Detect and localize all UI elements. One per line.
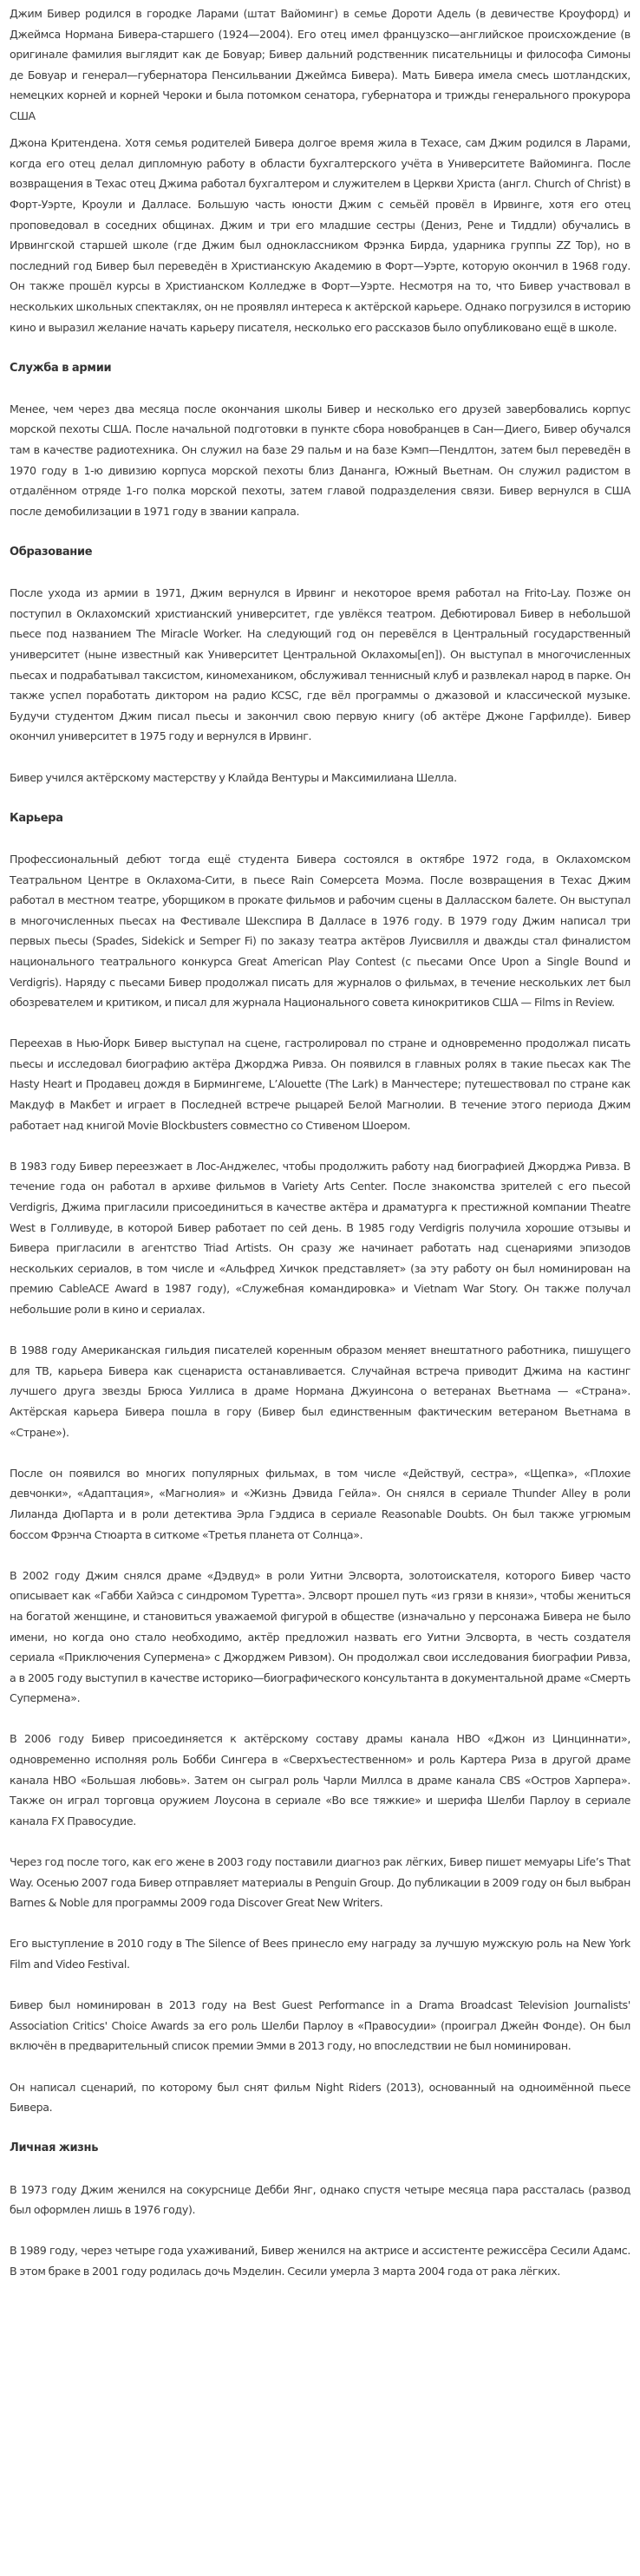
personal-life-paragraph: В 1973 году Джим женился на сокурснице Дебби Янг, однако спустя четыре месяца пара рассталась (развод был оформлен лишь в 1976 году). — [10, 2182, 630, 2217]
army-paragraph: Менее, чем через два месяца после окончания школы Бивер и несколько его друзей завербовались корпус морской пехоты США. После начальной подготовки в пункте сбора новобранцев в Сан—Диего, Бивер обучался там в качестве радиотехника. Он служил на базе 29 пальм и на базе Кэмп—Пендлтон, затем был переведён в 1970 году в 1-ю дивизию корпуса морской пехоты близ Дананга, Южный Вьетнам. Он служил радистом в отдалённом отряде 1-го полка морской пехоты, затем главой подразделения связи. Бивер вернулся в США после демобилизации в 1971 году в звании капрала. — [10, 402, 630, 518]
career-paragraph: После он появился во многих популярных фильмах, в том числе «Действуй, сестра», «Щепка», «Плохие девчонки», «Адаптация», «Магнолия» и «Жизнь Дэвида Гейла». Он снялся в сериале Thunder Alley в роли Лиланда ДюПарта и в роли детектива Эрла Гэддиса в сериале Reasonable Doubts. Он был также угрюмым боссом Фрэнча Стюарта в ситкоме «Третья планета от Солнца». — [10, 1466, 630, 1541]
career-paragraph: В 2002 году Джим снялся драме «Дэдвуд» в роли Уитни Элсворта, золотоискателя, которого Бивер часто описывает как «Габби Хайэса с синдромом Туретта». Элсворт прошел путь «из грязи в князи», чтобы жениться на богатой женщине, и становиться уважаемой фигурой в обществе (изначально у персонажа Бивера не было имени, но когда оно стало необходимо, актёр предложил назвать его Уитни Элсворта, в честь создателя сериала «Приключения Супермена» с Джорджем Ривзом). Он продолжал свои исследования биографии Ривза, а в 2005 году выступил в качестве историко—биографического консультанта в документальной драме «Смерть Супермена». — [10, 1568, 630, 1705]
career-paragraph: В 1988 году Американская гильдия писателей коренным образом меняет внештатного работника, пишущего для ТВ, карьера Бивера как сценариста останавливается. Случайная встреча приводит Джима на кастинг лучшего друга звезды Брюса Уиллиса в драме Нормана Джуинсона о ветеранах Вьетнама — «Страна». Актёрская карьера Бивера пошла в гору (Бивер был единственным фактическим ветераном Вьетнама в «Стране»). — [10, 1344, 630, 1439]
section-heading-army: Служба в армии — [10, 361, 112, 375]
career-paragraph: Переехав в Нью-Йорк Бивер выступал на сцене, гастролировал по стране и одновременно продолжал писать пьесы и исследовал биографию актёра Джорджа Ривза. Он появился в главных ролях в такие пьесах как The Hasty Heart и Продавец дождя в Бирмингеме, L’Alouette (The Lark) в Манчестере; путешествовал по стране как Макдуф в Макбет и играет в Последней встрече рыцарей Белой Магнолии. В течение этого периода Джим работает над книгой Movie Blockbusters совместно со Стивеном Шоером. — [10, 1036, 630, 1132]
career-paragraph: Профессиональный дебют тогда ещё студента Бивера состоялся в октябре 1972 года, в Оклахомском Театральном Центре в Оклахома-Сити, в пьесе Rain Сомерсета Моэма. После возвращения в Техас Джим работал в местном театре, уборщиком в прокате фильмов и рабочим сцены в Далласском балете. Он выступал в многочисленных пьесах на Фестивале Шекспира В Далласе в 1976 году. В 1979 году Джим написал три первых пьесы (Spades, Sidekick и Semper Fi) по заказу театра актёров Луисвилля и дважды стал финалистом национального театрального конкурса Great American Play Contest (с пьесами Once Upon a Single Bound и Verdigris). Наряду с пьесами Бивер продолжал писать для журналов о фильмах, в течение нескольких лет был обозревателем и критиком, и писал для журнала Национального совета кинокритиков США — Films in Review. — [10, 852, 630, 1010]
section-heading-personal-life: Личная жизнь — [10, 2141, 99, 2155]
career-paragraph: Он написал сценарий, по которому был снят фильм Night Riders (2013), основанный на одноимённой пьесе Бивера. — [10, 2080, 630, 2115]
education-paragraph: После ухода из армии в 1971, Джим вернулся в Ирвинг и некоторое время работал на Frito-Lay. Позже он поступил в Оклахомский христианский университет, где увлёкся театром. Дебютировал Бивер в небольшой пьесе под названием The Miracle Worker. На следующий год он перевёлся в Центральный государственный университет (ныне известный как Университет Центральной Оклахомы[en]). Он выступал в многочисленных пьесах и подрабатывал таксистом, киномехаником, обслуживал теннисный клуб и развлекал народ в парке. Он также успел поработать диктором на радио KCSC, где вёл программы о джазовой и классической музыке. Будучи студентом Джим писал пьесы и закончил свою первую книгу (об актёре Джоне Гарфилде). Бивер окончил университет в 1975 году и вернулся в Ирвинг. — [10, 586, 630, 743]
career-paragraph: Через год после того, как его жене в 2003 году поставили диагноз рак лёгких, Бивер пишет мемуары Life’s That Way. Осенью 2007 года Бивер отправляет материалы в Penguin Group. До публикации в 2009 году он был выбран Barnes & Noble для программы 2009 года Discover Great New Writers. — [10, 1855, 630, 1910]
intro-paragraph: Джим Бивер родился в городке Ларами (штат Вайоминг) в семье Дороти Адель (в девичестве Кроуфорд) и Джеймса Нормана Бивера-старшего (1924—2004). Его отец имел французско—английское происхождение (в оригинале фамилия выглядит как де Бовуар; Бивер дальний родственник писательницы и философа Симоны де Бовуар и генерал—губернатора Пенсильвании Джеймса Бивера). Мать Бивера имела смесь шотландских, немецких корней и корней Чероки и была потомком сенатора, губернатора и трижды генерального прокурора США — [10, 7, 630, 122]
education-paragraph: Бивер учился актёрскому мастерству у Клайда Вентуры и Максимилиана Шелла. — [10, 770, 457, 784]
career-paragraph: Его выступление в 2010 году в The Silence of Bees принесло ему награду за лучшую мужскую роль на New York Film and Video Festival. — [10, 1937, 630, 1971]
intro-paragraph-continued: Джона Критендена. Хотя семья родителей Бивера долгое время жила в Техасе, сам Джим родился в Ларами, когда его отец делал дипломную работу в области бухгалтерского учёта в Университете Вайоминга. После возвращения в Техас отец Джима работал бухгалтером и служителем в Церкви Христа (англ. Church of Christ) в Форт-Уэрте, Кроули и Далласе. Большую часть юности Джим с семьёй провёл в Ирвинге, хотя его отец проповедовал в соседних общинах. Джим и три его младшие сестры (Дениз, Рене и Тиддли) обучались в Ирвингской старшей школе (где Джим был одноклассником Фрэнка Бирда, ударника группы ZZ Top), но в последний год Бивер был переведён в Христианскую Академию в Форт—Уэрте, которую окончил в 1968 году. Он также прошёл курсы в Христианском Колледже в Форт—Уэрте. Несмотря на то, что Бивер участвовал в нескольких школьных спектаклях, он не проявлял интереса к актёрской карьере. Однако погрузился в историю кино и выразил желание начать карьеру писателя, несколько его рассказов было опубликовано ещё в школе. — [10, 136, 630, 334]
career-paragraph: Бивер был номинирован в 2013 году на Best Guest Performance in a Drama Broadcast Television Journalists' Association Critics' Choice Awards за его роль Шелби Парлоу в «Правосудии» (проиграл Джейн Фонде). Он был включён в предварительный список премии Эмми в 2013 году, но впоследствии не был номинирован. — [10, 1998, 630, 2053]
section-heading-education: Образование — [10, 546, 93, 559]
personal-life-paragraph: В 1989 году, через четыре года ухаживаний, Бивер женился на актрисе и ассистенте режиссёра Сесили Адамс. В этом браке в 2001 году родилась дочь Мэделин. Сесили умерла 3 марта 2004 года от рака лёгких. — [10, 2244, 630, 2278]
career-paragraph: В 1983 году Бивер переезжает в Лос-Анджелес, чтобы продолжить работу над биографией Джорджа Ривза. В течение года он работал в архиве фильмов в Variety Arts Center. После знакомства зрителей с его пьесой Verdigris, Джима пригласили присоединиться в качестве актёра и драматурга к престижной компании Theatre West в Голливуде, в которой Бивер работает по сей день. В 1985 году Verdigris получила хорошие отзывы и Бивера пригласили в агентство Triad Artists. Он сразу же начинает работать над сценариями эпизодов нескольких сериалов, в том числе и «Альфред Хичкок представляет» (за эту работу он был номинирован на премию CableACE Award в 1987 году), «Служебная командировка» и Vietnam War Story. Он также получал небольшие роли в кино и сериалах. — [10, 1159, 630, 1316]
section-heading-career: Карьера — [10, 811, 63, 825]
career-paragraph: В 2006 году Бивер присоединяется к актёрскому составу драмы канала HBO «Джон из Цинциннати», одновременно исполняя роль Бобби Сингера в «Сверхъестественном» и роль Картера Риза в другой драме канала HBO «Большая любовь». Затем он сыграл роль Чарли Миллса в драме канала CBS «Остров Харпера». Также он играл торговца оружием Лоусона в сериале «Во все тяжкие» и шерифа Шелби Парлоу в сериале канала FX Правосудие. — [10, 1732, 630, 1827]
